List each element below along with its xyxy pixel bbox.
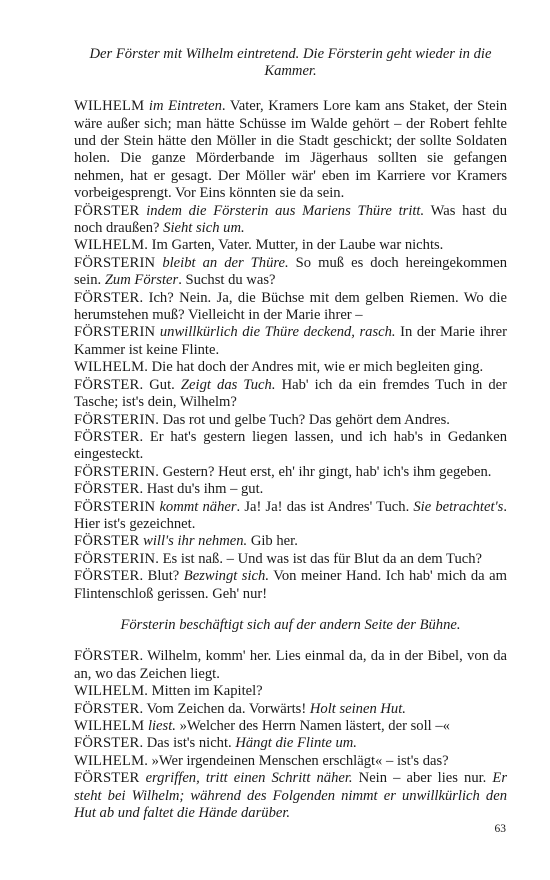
speaker-name: FÖRSTER — [74, 533, 140, 550]
dialogue-line: WILHELM. »Wer irgendeinen Menschen erschlägt« – ist's das? — [74, 752, 449, 769]
dialogue-text: Die hat doch der Andres mit, wie er mich begleiten ging. — [151, 359, 484, 376]
page-text-block — [74, 46, 507, 822]
dialogue-text: »Wer irgendeinen Menschen erschlägt« – ist's das? — [151, 752, 449, 769]
dialogue-line — [74, 718, 507, 735]
dialogue-line: FÖRSTER. Das ist's nicht. Hängt die Flinte um. — [74, 735, 357, 752]
speaker-name: FÖRSTER — [74, 700, 140, 717]
dialogue-text: Gib her. — [247, 533, 298, 550]
dialogue-line: FÖRSTER. Gut. Zeigt das Tuch. Hab' ich da ein fremdes Tuch in der Tasche; ist's dein, Wilhelm? — [74, 376, 508, 411]
page-number: 63 — [494, 823, 506, 835]
dialogue-line — [74, 203, 507, 238]
spacer — [74, 81, 507, 98]
speaker-name: WILHELM — [74, 683, 145, 700]
speaker-name: FÖRSTER — [74, 289, 140, 306]
stage-direction-inline: kommt näher — [159, 498, 237, 515]
speaker-name: FÖRSTER — [74, 568, 140, 585]
dialogue-line: FÖRSTER. Hast du's ihm – gut. — [74, 481, 264, 498]
dialogue-line: FÖRSTERIN. Gestern? Heut erst, eh' ihr gingt, hab' ich's ihm gegeben. — [74, 463, 492, 480]
dialogue-text: Was hast du noch draußen? — [74, 202, 507, 237]
stage-direction-inline: will's ihr nehmen. — [143, 533, 248, 550]
dialogue-line — [74, 324, 507, 359]
stage-direction-inline: bleibt an der Thüre. — [162, 254, 289, 271]
dialogue-text: Blut? — [147, 568, 184, 585]
dialogue-block-1 — [74, 98, 507, 603]
speaker-name: WILHELM — [74, 752, 145, 769]
stage-direction-inline: Zum Förster — [104, 272, 179, 289]
dialogue-line: FÖRSTER. Er hat's gestern liegen lassen, und ich hab's in Gedanken eingesteckt. — [74, 428, 507, 463]
stage-direction-inline: Zeigt das Tuch. — [180, 376, 276, 393]
speaker-name: FÖRSTER — [74, 481, 140, 498]
dialogue-line — [74, 533, 507, 550]
dialogue-line: FÖRSTER. Vom Zeichen da. Vorwärts! Holt seinen Hut. — [74, 700, 406, 717]
speaker-name: FÖRSTER — [74, 428, 140, 445]
dialogue-text: Gestern? Heut erst, eh' ihr gingt, hab' ich's ihm gegeben. — [162, 463, 492, 480]
spacer — [74, 634, 507, 648]
dialogue-line — [74, 770, 507, 822]
dialogue-text: Es ist naß. – Und was ist das für Blut da an dem Tuch? — [162, 550, 482, 567]
dialogue-line: FÖRSTER. Ich? Nein. Ja, die Büchse mit dem gelben Riemen. Wo die herumstehen muß? Vielleicht in der Marie ihrer – — [74, 289, 508, 324]
stage-direction-inline: indem die Försterin aus Mariens Thüre tritt. — [146, 202, 425, 219]
stage-direction-inline: Sieht sich um. — [163, 220, 245, 237]
speaker-name: FÖRSTERIN — [74, 463, 156, 480]
stage-direction-inline: im Eintreten — [148, 98, 222, 115]
dialogue-text: Vom Zeichen da. Vorwärts! — [146, 700, 310, 717]
dialogue-text: Er hat's gestern liegen lassen, und ich hab's in Gedanken eingesteckt. — [74, 428, 507, 463]
dialogue-text: Mitten im Kapitel? — [151, 683, 263, 700]
stage-direction-inline: Holt seinen Hut. — [309, 700, 406, 717]
stage-direction-inline: Bezwingt sich. — [183, 568, 269, 585]
dialogue-line: WILHELM. Mitten im Kapitel? — [74, 683, 263, 700]
speaker-name: FÖRSTER — [74, 202, 140, 219]
speaker-name: FÖRSTERIN — [74, 324, 156, 341]
dialogue-line: FÖRSTERIN. Das rot und gelbe Tuch? Das gehört dem Andres. — [74, 411, 450, 428]
speaker-name: WILHELM — [74, 98, 145, 115]
speaker-name: FÖRSTERIN — [74, 411, 156, 428]
speaker-name: FÖRSTER — [74, 735, 140, 752]
dialogue-text: Das rot und gelbe Tuch? Das gehört dem Andres. — [162, 411, 450, 428]
dialogue-text: . Ja! Ja! das ist Andres' Tuch. — [236, 498, 414, 515]
dialogue-text: Ich? Nein. Ja, die Büchse mit dem gelben Riemen. Wo die herumstehen muß? Vielleicht in der Marie ihrer – — [74, 289, 508, 324]
dialogue-text: Hab' ich da ein fremdes Tuch in der Tasche; ist's dein, Wilhelm? — [74, 376, 508, 411]
stage-direction-opening: Der Förster mit Wilhelm eintretend. Die Försterin geht wieder in die Kammer. — [89, 46, 492, 80]
stage-direction-inline: Sie betrachtet's — [413, 498, 504, 515]
dialogue-text: . Vater, Kramers Lore kam ans Staket, der Stein wäre außer sich; man hätte Schüsse im Walde gehört – der Robert fehlte und der Stein hätte den Möller in die Stadt geschickt; der sollte Soldaten holen. Die ganze Mörderbande im Jägerhaus sollten sie gefangen nehmen, hat er gesagt. Der Möller wär' eben im Karriere vor Kramers vorbeigesprengt. Vor Eins könnten sie da sein. — [74, 98, 508, 202]
speaker-name: FÖRSTER — [74, 648, 140, 665]
dialogue-line — [74, 98, 507, 202]
dialogue-text: Gut. — [149, 376, 181, 393]
speaker-name: WILHELM — [74, 359, 145, 376]
dialogue-text: In der Marie ihrer Kammer ist keine Flinte. — [74, 324, 508, 358]
dialogue-line — [74, 255, 507, 290]
dialogue-text: . Suchst du was? — [178, 272, 276, 289]
stage-direction-inline: Hängt die Flinte um. — [235, 735, 357, 752]
dialogue-text: Wilhelm, komm' her. Lies einmal da, da in der Bibel, von da an, wo das Zeichen liegt. — [74, 648, 507, 682]
speaker-name: WILHELM — [74, 237, 145, 254]
dialogue-text: »Welcher des Herrn Namen lästert, der soll –« — [175, 718, 450, 735]
stage-direction-inline: ergriffen, tritt einen Schritt näher. — [145, 770, 353, 787]
stage-direction-inline: unwillkürlich die Thüre deckend, rasch. — [159, 324, 396, 341]
speaker-name: FÖRSTERIN — [74, 550, 156, 567]
stage-direction-inline: liest. — [147, 718, 176, 735]
speaker-name: FÖRSTER — [74, 770, 140, 787]
dialogue-line: WILHELM. Im Garten, Vater. Mutter, in der Laube war nichts. — [74, 237, 444, 254]
speaker-name: WILHELM — [74, 718, 145, 735]
speaker-name: FÖRSTER — [74, 376, 140, 393]
dialogue-line: FÖRSTER. Blut? Bezwingt sich. Von meiner Hand. Ich hab' mich da am Flintenschloß gerissen. Geh' nur! — [74, 568, 507, 602]
dialogue-text: Das ist's nicht. — [146, 735, 236, 752]
dialogue-line: FÖRSTER. Wilhelm, komm' her. Lies einmal da, da in der Bibel, von da an, wo das Zeichen liegt. — [74, 648, 507, 682]
dialogue-text: Hast du's ihm – gut. — [146, 481, 264, 498]
dialogue-line: WILHELM. Die hat doch der Andres mit, wie er mich begleiten ging. — [74, 359, 484, 376]
dialogue-text: . Hier ist's gezeichnet. — [74, 498, 507, 532]
dialogue-text: Nein – aber lies nur. — [352, 770, 493, 787]
stage-direction-middle: Försterin beschäftigt sich auf der andern Seite der Bühne. — [120, 616, 461, 633]
stage-direction-inline: Er steht bei Wilhelm; während des Folgenden nimmt er unwillkürlich den Hut ab und faltet die Hände darüber. — [74, 770, 508, 822]
dialogue-block-2 — [74, 648, 507, 822]
spacer — [74, 603, 507, 617]
dialogue-line: FÖRSTERIN. Es ist naß. – Und was ist das für Blut da an dem Tuch? — [74, 550, 482, 567]
dialogue-text: So muß es doch hereingekommen sein. — [74, 254, 507, 289]
dialogue-text: Von meiner Hand. Ich hab' mich da am Flintenschloß gerissen. Geh' nur! — [74, 568, 507, 602]
dialogue-line — [74, 499, 507, 534]
dialogue-text: Im Garten, Vater. Mutter, in der Laube war nichts. — [151, 237, 444, 254]
speaker-name: FÖRSTERIN — [74, 498, 156, 515]
speaker-name: FÖRSTERIN — [74, 254, 156, 271]
